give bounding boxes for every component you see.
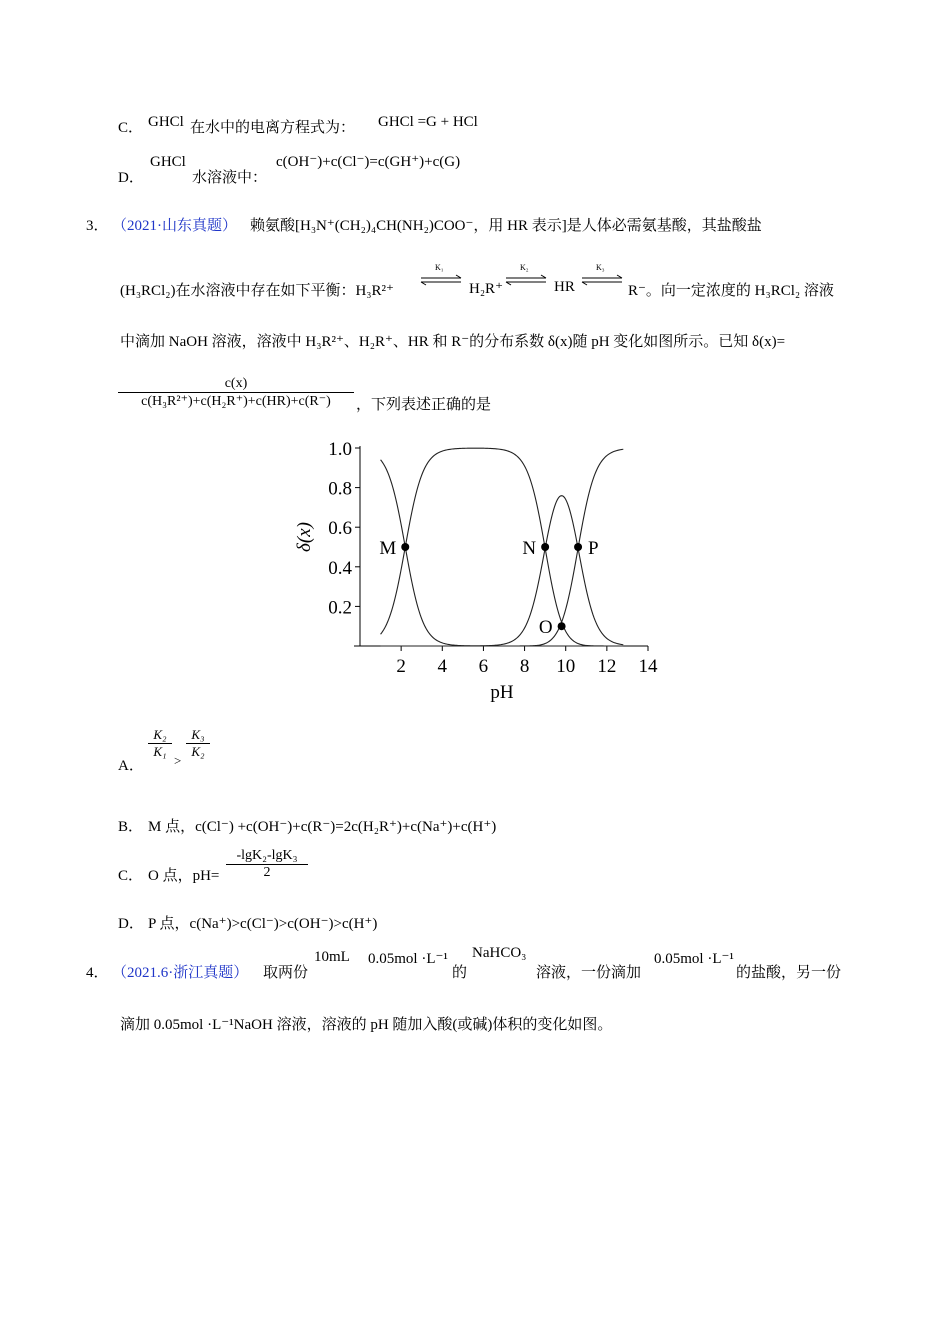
q3-after-fraction: ，下列表述正确的是 <box>356 397 492 413</box>
q3-line1: 赖氨酸[H₃N⁺(CH₂)₄CH(NH₂)COO⁻，用 HR 表示]是人体必需氨基酸，其盐酸盐 <box>250 218 762 234</box>
q3-line2-a: (H₃RCl₂)在水溶液中存在如下平衡：H₃R²⁺ <box>120 283 394 299</box>
option-a-fraction-2 <box>186 727 210 760</box>
point-label-P: P <box>588 538 599 559</box>
y-tick-label: 0.8 <box>328 478 352 500</box>
q4-nahco3: NaHCO₃ <box>472 945 527 961</box>
point-P <box>574 543 582 551</box>
q4-concentration-2: 0.05mol ·L⁻¹ <box>654 951 734 967</box>
q4-source: （2021.6·浙江真题） <box>112 965 249 981</box>
q4-line2: 滴加 0.05mol ·L⁻¹NaOH 溶液，溶液的 pH 随加入酸(或碱)体积的变化如图。 <box>120 1017 613 1033</box>
q4-volume: 10mL <box>314 949 350 965</box>
y-tick-label: 1.0 <box>328 439 352 460</box>
option-label: C． <box>118 120 144 136</box>
q4-text-2: 的 <box>452 965 468 981</box>
delta-definition-fraction <box>118 376 354 410</box>
option-a-fraction-1 <box>148 727 172 760</box>
fraction-numerator: c(x) <box>224 376 248 391</box>
x-tick-label: 4 <box>437 656 448 677</box>
option-a-num-1: K₂ <box>153 727 167 742</box>
option-a-num-2: K₃ <box>191 727 205 742</box>
option-c-denominator: 2 <box>263 865 271 880</box>
q3-option-d-text: P 点，c(Na⁺)>c(Cl⁻)>c(OH⁻)>c(H⁺) <box>148 916 378 932</box>
x-tick-label: 12 <box>597 656 617 677</box>
q3-number: 3． <box>86 218 109 234</box>
q4-concentration-1: 0.05mol ·L⁻¹ <box>368 951 448 967</box>
k1-label: K₁ <box>435 263 444 272</box>
q4-text-3: 溶液，一份滴加 <box>536 965 642 981</box>
x-tick-label: 14 <box>638 656 658 677</box>
point-label-M: M <box>379 538 397 559</box>
q2-option-d-formula: GHCl <box>150 154 186 170</box>
option-a-gt: > <box>174 753 182 768</box>
option-c-numerator: -lgK₂-lgK₃ <box>236 848 298 863</box>
point-label-N: N <box>522 538 537 559</box>
y-tick-label: 0.4 <box>328 557 352 579</box>
q2-option-d-equation: c(OH⁻)+c(Cl⁻)=c(GH⁺)+c(G) <box>276 154 461 170</box>
q2-option-c-formula: GHCl <box>148 114 184 130</box>
q2-option-d-text: 水溶液中： <box>192 170 268 186</box>
q4-number: 4． <box>86 965 109 981</box>
fraction-denominator: c(H₃R²⁺)+c(H₂R⁺)+c(HR)+c(R⁻) <box>141 394 331 409</box>
x-tick-label: 2 <box>396 656 406 677</box>
q3-option-c-label: C． <box>118 868 144 884</box>
q3-line2-c: HR <box>554 279 575 295</box>
q4-text-4: 的盐酸，另一份 <box>736 965 842 981</box>
q3-line2-b: H₂R⁺ <box>469 281 503 297</box>
point-O <box>558 622 566 630</box>
q3-option-b-label: B． <box>118 819 144 835</box>
point-N <box>541 543 549 551</box>
y-tick-label: 0.2 <box>328 597 352 619</box>
q3-option-b-text: M 点，c(Cl⁻) +c(OH⁻)+c(R⁻)=2c(H₂R⁺)+c(Na⁺)+c(H⁺) <box>148 819 497 835</box>
x-tick-label: 10 <box>556 656 576 677</box>
k3-label: K₃ <box>596 263 605 272</box>
point-M <box>401 543 409 551</box>
q2-option-d: D． <box>118 170 144 186</box>
point-label-O: O <box>538 617 553 639</box>
q2-option-c <box>118 116 143 137</box>
curve-HR <box>381 496 624 646</box>
distribution-chart <box>290 430 690 730</box>
y-tick-label: 0.6 <box>328 518 352 540</box>
q3-line3: 中滴加 NaOH 溶液，溶液中 H₃R²⁺、H₂R⁺、HR 和 R⁻的分布系数 δ(x)随 pH 变化如图所示。已知 δ(x)= <box>120 334 786 350</box>
x-tick-label: 6 <box>478 656 489 677</box>
q3-option-c-text: O 点，pH= <box>148 868 220 884</box>
option-a-den-1: K₁ <box>153 744 167 759</box>
y-axis-label: δ(x) <box>294 522 315 552</box>
curve-H₂R⁺ <box>381 448 624 646</box>
q3-option-a-label: A． <box>118 758 144 774</box>
curve-H₃R²⁺ <box>381 460 624 646</box>
curve-R⁻ <box>381 449 624 646</box>
q3-option-d-label: D． <box>118 916 144 932</box>
q3-line2-d: R⁻。向一定浓度的 H₃RCl₂ 溶液 <box>628 283 834 299</box>
q2-option-c-text: 在水中的电离方程式为： <box>190 120 356 136</box>
x-tick-label: 8 <box>519 656 530 677</box>
option-a-den-2: K₂ <box>191 744 205 759</box>
q3-source: （2021·山东真题） <box>112 218 237 234</box>
k2-label: K₂ <box>520 263 529 272</box>
q4-text-1: 取两份 <box>263 965 309 981</box>
x-axis-label: pH <box>490 682 514 703</box>
q2-option-c-equation: GHCl =G + HCl <box>378 114 478 130</box>
option-c-fraction <box>226 848 308 881</box>
